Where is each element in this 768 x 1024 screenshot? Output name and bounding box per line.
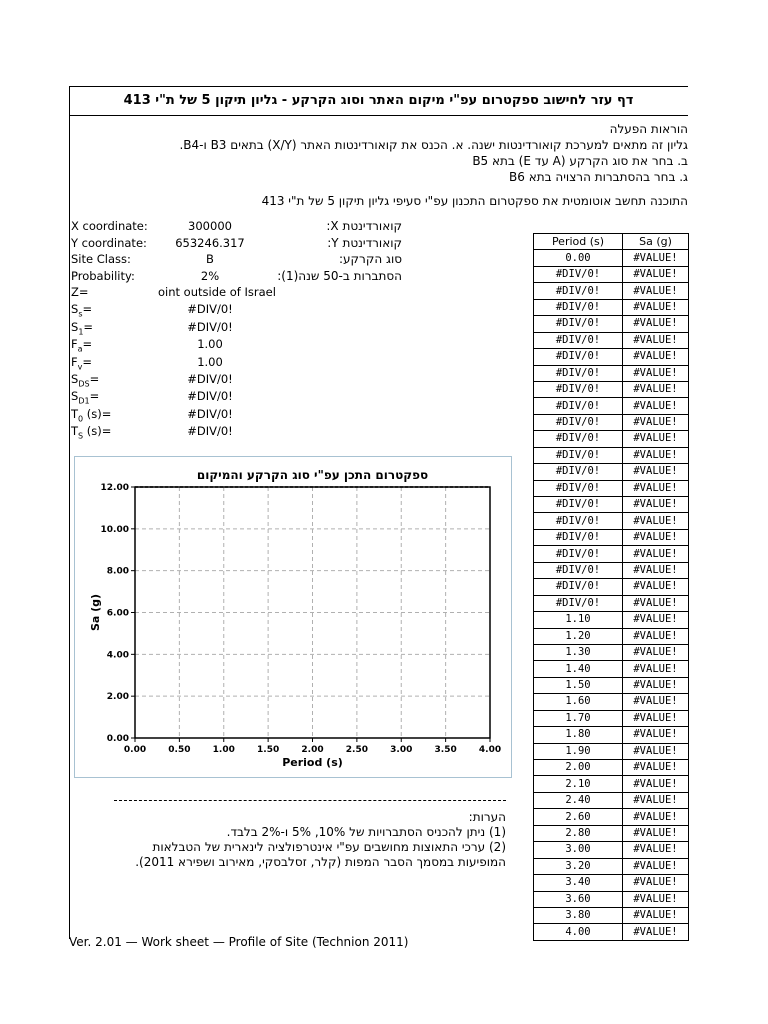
spectrum-table [533,233,689,941]
period-cell: 1.50 [534,677,623,693]
chart-title: ספקטרום התכן עפ"י סוג הקרקע והמיקום [196,468,429,482]
sd1-value: #DIV/0! [187,389,233,403]
x-tick-label: 0.50 [168,745,191,755]
x-tick-label: 2.00 [301,745,324,755]
sa-cell: #VALUE! [623,858,689,874]
sa-cell: #VALUE! [623,907,689,923]
sa-cell: #VALUE! [623,694,689,710]
period-cell: 1.40 [534,661,623,677]
sa-cell: #VALUE! [623,332,689,348]
probability-hebrew: הסתברות ב-50 שנה(1): [277,269,402,283]
sa-cell: #VALUE! [623,316,689,332]
x-coordinate-value[interactable]: 300000 [188,219,232,233]
instructions-line-1: גליון זה מתאים למערכת קואורדינטות ישנה. א. הכנס את קואורדינטות האתר (X/Y) בתאים B3 ו-B4. [179,138,688,152]
sa-cell: #VALUE! [623,628,689,644]
period-cell: 1.60 [534,694,623,710]
sa-cell: #VALUE! [623,464,689,480]
ts-label: $T_S$ (s)= [71,424,112,441]
table-row [534,546,689,562]
period-cell: #DIV/0! [534,595,623,611]
probability-label: Probability: [71,269,135,283]
table-row [534,365,689,381]
sa-cell: #VALUE! [623,579,689,595]
sa-header: Sa (g) [623,234,689,250]
table-row [534,776,689,792]
left-border [69,86,70,939]
instructions-line-2: ב. בחר את סוג הקרקע (A עד E) בתא B5 [472,154,688,168]
sa-cell: #VALUE! [623,924,689,940]
sa-cell: #VALUE! [623,875,689,891]
s1-label: $S_1=$ [71,320,94,337]
fv-label: $F_v=$ [71,355,92,372]
sa-cell: #VALUE! [623,431,689,447]
period-cell: #DIV/0! [534,316,623,332]
fa-label: $F_a=$ [71,337,93,354]
table-row [534,414,689,430]
period-cell: #DIV/0! [534,546,623,562]
x-tick-label: 2.50 [345,745,368,755]
period-cell: 2.10 [534,776,623,792]
sa-cell: #VALUE! [623,513,689,529]
table-row [534,513,689,529]
sa-cell: #VALUE! [623,250,689,266]
period-cell: #DIV/0! [534,414,623,430]
fa-value: 1.00 [197,337,223,351]
sa-cell: #VALUE! [623,529,689,545]
table-row [534,579,689,595]
z-label: Z= [71,285,89,299]
sa-cell: #VALUE! [623,349,689,365]
table-row [534,907,689,923]
ts-value: #DIV/0! [187,424,233,438]
site-class-hebrew: סוג הקרקע: [338,252,402,266]
table-row [534,381,689,397]
table-row [534,398,689,414]
table-row [534,743,689,759]
y-tick-label: 4.00 [106,650,129,661]
footer-clipped-text: Ver. 2.01 — Work sheet — Profile of Site (Technion 2011) [69,935,409,949]
table-row [534,858,689,874]
table-row [534,710,689,726]
table-row [534,825,689,841]
sa-cell: #VALUE! [623,743,689,759]
period-cell: #DIV/0! [534,529,623,545]
period-cell: #DIV/0! [534,349,623,365]
period-cell: 2.60 [534,809,623,825]
period-cell: #DIV/0! [534,480,623,496]
spectrum-chart-box [74,456,512,778]
period-cell: #DIV/0! [534,365,623,381]
sa-cell: #VALUE! [623,480,689,496]
notes-divider [114,800,506,802]
period-cell: 3.80 [534,907,623,923]
period-cell: 1.70 [534,710,623,726]
table-row [534,628,689,644]
note-2: (2) ערכי התאוצות מחושבים עפ"י אינטרפולציה לינארית של הטבלאות [152,840,506,854]
probability-value[interactable]: 2% [200,269,220,283]
sa-cell: #VALUE! [623,825,689,841]
period-cell: 1.90 [534,743,623,759]
period-cell: 3.00 [534,842,623,858]
table-row [534,299,689,315]
table-row [534,677,689,693]
period-cell: #DIV/0! [534,464,623,480]
table-row [534,562,689,578]
x-tick-label: 3.50 [434,745,457,755]
table-row [534,661,689,677]
x-tick-label: 3.00 [390,745,413,755]
top-border [69,86,688,87]
sa-cell: #VALUE! [623,381,689,397]
table-row [534,875,689,891]
table-row [534,595,689,611]
period-cell: #DIV/0! [534,299,623,315]
x-coordinate-label: X coordinate: [71,219,148,233]
period-cell: 2.40 [534,792,623,808]
y-axis-label: Sa (g) [89,593,102,632]
table-row [534,842,689,858]
sa-cell: #VALUE! [623,644,689,660]
sa-cell: #VALUE! [623,595,689,611]
table-row [534,792,689,808]
period-cell: 1.80 [534,727,623,743]
page-title: דף עזר לחישוב ספקטרום עפ"י מיקום האתר וסוג הקרקע - גליון תיקון 5 של ת"י 413 [123,93,634,108]
period-header: Period (s) [534,234,623,250]
period-cell: 3.20 [534,858,623,874]
x-tick-label: 1.00 [212,745,235,755]
sa-cell: #VALUE! [623,891,689,907]
period-cell: #DIV/0! [534,497,623,513]
table-row [534,529,689,545]
sa-cell: #VALUE! [623,365,689,381]
table-row [534,809,689,825]
table-row [534,447,689,463]
s1-value: #DIV/0! [187,320,233,334]
period-cell: 2.80 [534,825,623,841]
z-value: oint outside of Israel [158,285,276,299]
y-coordinate-value[interactable]: 653246.317 [175,236,245,250]
period-cell: 2.00 [534,760,623,776]
ss-value: #DIV/0! [187,302,233,316]
y-tick-label: 0.00 [106,734,129,744]
y-tick-label: 6.00 [106,608,129,619]
period-cell: 3.60 [534,891,623,907]
table-row [534,316,689,332]
sa-cell: #VALUE! [623,809,689,825]
y-tick-label: 2.00 [106,692,129,703]
note-1: (1) ניתן להכניס הסתברויות של 10%, 5% ו-2% בלבד. [226,825,506,839]
table-row [534,694,689,710]
period-cell: 3.40 [534,875,623,891]
sa-cell: #VALUE! [623,414,689,430]
period-cell: #DIV/0! [534,398,623,414]
table-row [534,464,689,480]
sa-cell: #VALUE! [623,842,689,858]
ss-label: $S_s=$ [71,302,93,319]
sa-cell: #VALUE! [623,792,689,808]
period-cell: #DIV/0! [534,332,623,348]
table-row [534,332,689,348]
sds-label: $S_{DS}=$ [71,372,100,389]
instructions-line-3: ג. בחר בהסתברות הרצויה בתא B6 [509,170,688,184]
period-cell: 1.20 [534,628,623,644]
table-row [534,924,689,940]
y-tick-label: 10.00 [100,524,129,535]
period-cell: #DIV/0! [534,266,623,282]
sa-cell: #VALUE! [623,760,689,776]
notes-heading: הערות: [468,810,506,824]
sa-cell: #VALUE! [623,710,689,726]
sa-cell: #VALUE! [623,776,689,792]
title-divider [69,115,688,116]
sa-cell: #VALUE! [623,661,689,677]
sa-cell: #VALUE! [623,266,689,282]
period-cell: #DIV/0! [534,431,623,447]
sa-cell: #VALUE! [623,612,689,628]
sa-cell: #VALUE! [623,677,689,693]
sa-cell: #VALUE! [623,398,689,414]
spectrum-chart [75,457,511,777]
period-cell: #DIV/0! [534,562,623,578]
instructions-heading: הוראות הפעלה [609,122,688,136]
table-row [534,283,689,299]
x-tick-label: 0.00 [123,745,147,755]
period-cell: #DIV/0! [534,283,623,299]
y-coordinate-label: Y coordinate: [71,236,147,250]
table-row [534,644,689,660]
period-cell: #DIV/0! [534,381,623,397]
sa-cell: #VALUE! [623,546,689,562]
instructions-line-4: התוכנה תחשב אוטומטית את ספקטרום התכנון עפ"י סעיפי גליון תיקון 5 של ת"י 413 [261,194,688,208]
y-tick-label: 12.00 [100,483,129,493]
table-row [534,612,689,628]
x-axis-label: Period (s) [282,756,343,769]
sa-cell: #VALUE! [623,497,689,513]
sa-cell: #VALUE! [623,283,689,299]
sa-cell: #VALUE! [623,299,689,315]
y-tick-label: 8.00 [106,566,129,577]
sd1-label: $S_{D1}=$ [71,389,100,406]
table-row [534,431,689,447]
t0-label: $T_0$ (s)= [71,407,112,424]
period-cell: 1.30 [534,644,623,660]
period-cell: #DIV/0! [534,447,623,463]
site-class-value[interactable]: B [206,252,214,266]
table-row [534,497,689,513]
table-row [534,250,689,266]
table-row [534,891,689,907]
table-row [534,480,689,496]
table-row [534,349,689,365]
note-3: המופיעות במסמך הסבר המפות (קלר, זסלבסקי, מאירוב ושפירא 2011). [135,855,506,869]
x-tick-label: 1.50 [257,745,280,755]
table-row [534,266,689,282]
sa-cell: #VALUE! [623,562,689,578]
sds-value: #DIV/0! [187,372,233,386]
x-tick-label: 4.00 [478,745,502,755]
period-cell: 0.00 [534,250,623,266]
x-coordinate-hebrew: קואורדינטת X: [326,219,402,233]
fv-value: 1.00 [197,355,223,369]
period-cell: #DIV/0! [534,513,623,529]
sa-cell: #VALUE! [623,447,689,463]
t0-value: #DIV/0! [187,407,233,421]
period-cell: #DIV/0! [534,579,623,595]
sa-cell: #VALUE! [623,727,689,743]
period-cell: 1.10 [534,612,623,628]
y-coordinate-hebrew: קואורדינטת Y: [327,236,402,250]
table-row [534,760,689,776]
site-class-label: Site Class: [71,252,131,266]
table-header-row [534,234,689,250]
period-cell: 4.00 [534,924,623,940]
table-row [534,727,689,743]
